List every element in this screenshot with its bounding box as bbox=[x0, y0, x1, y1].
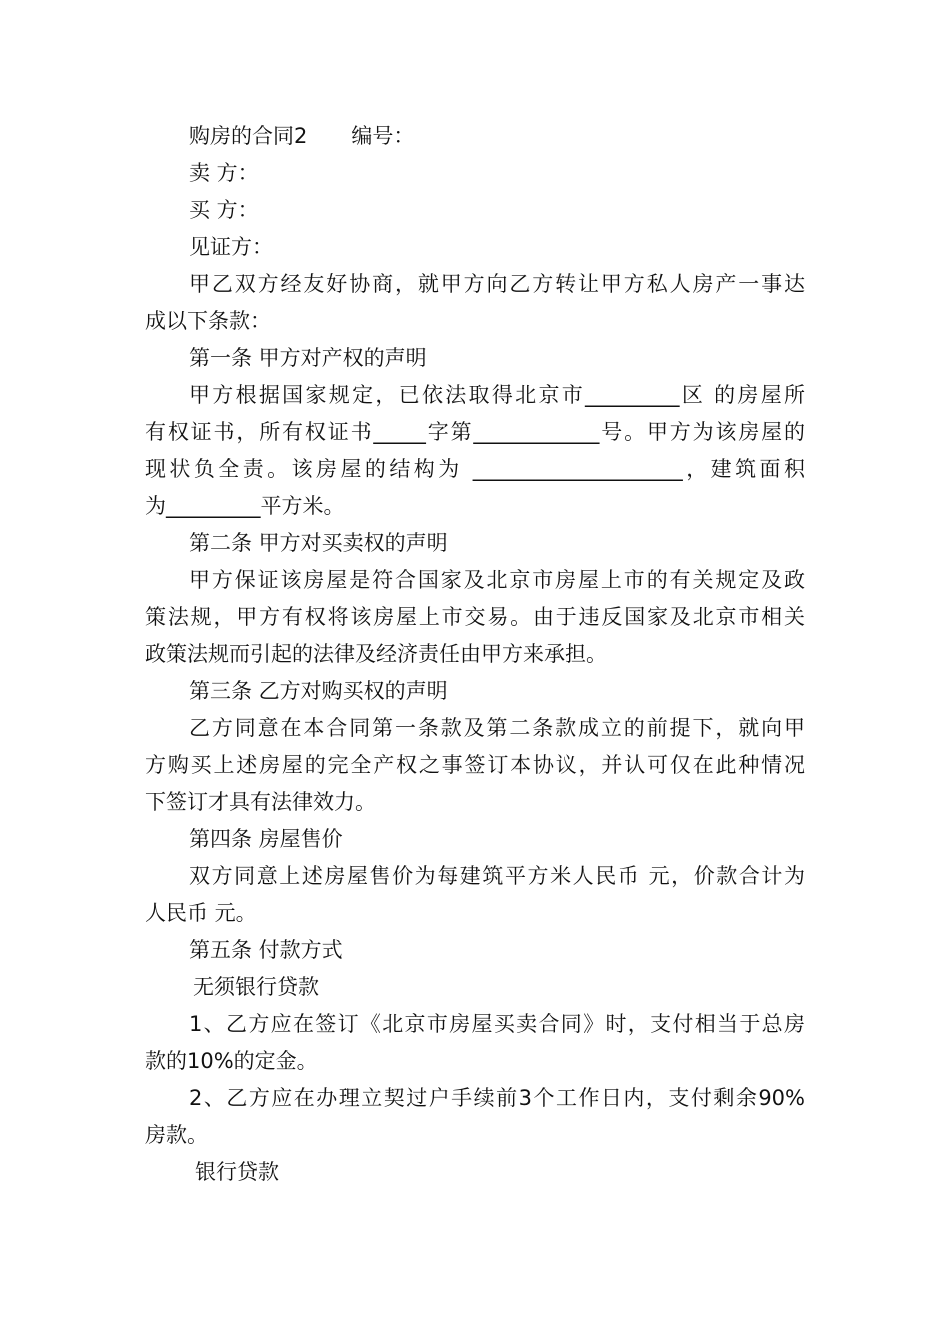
contract-number-label: 编号： bbox=[351, 124, 415, 148]
payment-item-2-line: 2、乙方应在办理立契过户手续前3个工作日内，支付剩余90% bbox=[189, 1086, 805, 1110]
document-title: 购房的合同2 bbox=[189, 124, 308, 148]
no-loan-subheading: 无须银行贷款 bbox=[193, 975, 319, 999]
buyer-line: 买 方： bbox=[189, 198, 259, 222]
intro-paragraph-line: 甲乙双方经友好协商，就甲方向乙方转让甲方私人房产一事达 bbox=[189, 272, 805, 296]
article-3-paragraph-line: 方购买上述房屋的完全产权之事签订本协议，并认可仅在此种情况 bbox=[145, 753, 805, 777]
intro-paragraph-line: 成以下条款： bbox=[145, 309, 271, 333]
article-3-paragraph-line: 乙方同意在本合同第一条款及第二条款成立的前提下，就向甲 bbox=[189, 716, 805, 740]
article-5-heading: 第五条 付款方式 bbox=[189, 938, 343, 962]
article-4-paragraph-line: 人民币 元。 bbox=[145, 901, 257, 925]
article-3-heading: 第三条 乙方对购买权的声明 bbox=[189, 679, 448, 703]
article-4-heading: 第四条 房屋售价 bbox=[189, 827, 343, 851]
article-1-heading: 第一条 甲方对产权的声明 bbox=[189, 346, 427, 370]
bank-loan-subheading: 银行贷款 bbox=[195, 1160, 279, 1184]
witness-line: 见证方： bbox=[189, 235, 273, 259]
article-1-paragraph-line: 有权证书，所有权证书_____字第____________号。甲方为该房屋的 bbox=[145, 420, 805, 444]
article-2-paragraph-line: 策法规，甲方有权将该房屋上市交易。由于违反国家及北京市相关 bbox=[145, 605, 805, 629]
article-3-paragraph-line: 下签订才具有法律效力。 bbox=[145, 790, 376, 814]
seller-line: 卖 方： bbox=[189, 161, 259, 185]
article-1-paragraph-line: 甲方根据国家规定，已依法取得北京市_________区 的房屋所 bbox=[189, 383, 805, 407]
payment-item-2-line: 房款。 bbox=[145, 1123, 208, 1147]
article-1-paragraph-line: 为_________平方米。 bbox=[145, 494, 345, 518]
article-1-paragraph-line: 现状负全责。该房屋的结构为 ____________________，建筑面积 bbox=[145, 457, 805, 481]
article-4-paragraph-line: 双方同意上述房屋售价为每建筑平方米人民币 元，价款合计为 bbox=[189, 864, 805, 888]
title-line bbox=[145, 118, 805, 155]
article-2-paragraph-line: 政策法规而引起的法律及经济责任由甲方来承担。 bbox=[145, 642, 607, 666]
payment-item-1-line: 1、乙方应在签订《北京市房屋买卖合同》时，支付相当于总房 bbox=[189, 1012, 805, 1036]
payment-item-1-line: 款的10%的定金。 bbox=[145, 1049, 318, 1073]
article-2-heading: 第二条 甲方对买卖权的声明 bbox=[189, 531, 448, 555]
article-2-paragraph-line: 甲方保证该房屋是符合国家及北京市房屋上市的有关规定及政 bbox=[189, 568, 805, 592]
document-page bbox=[145, 118, 805, 1191]
